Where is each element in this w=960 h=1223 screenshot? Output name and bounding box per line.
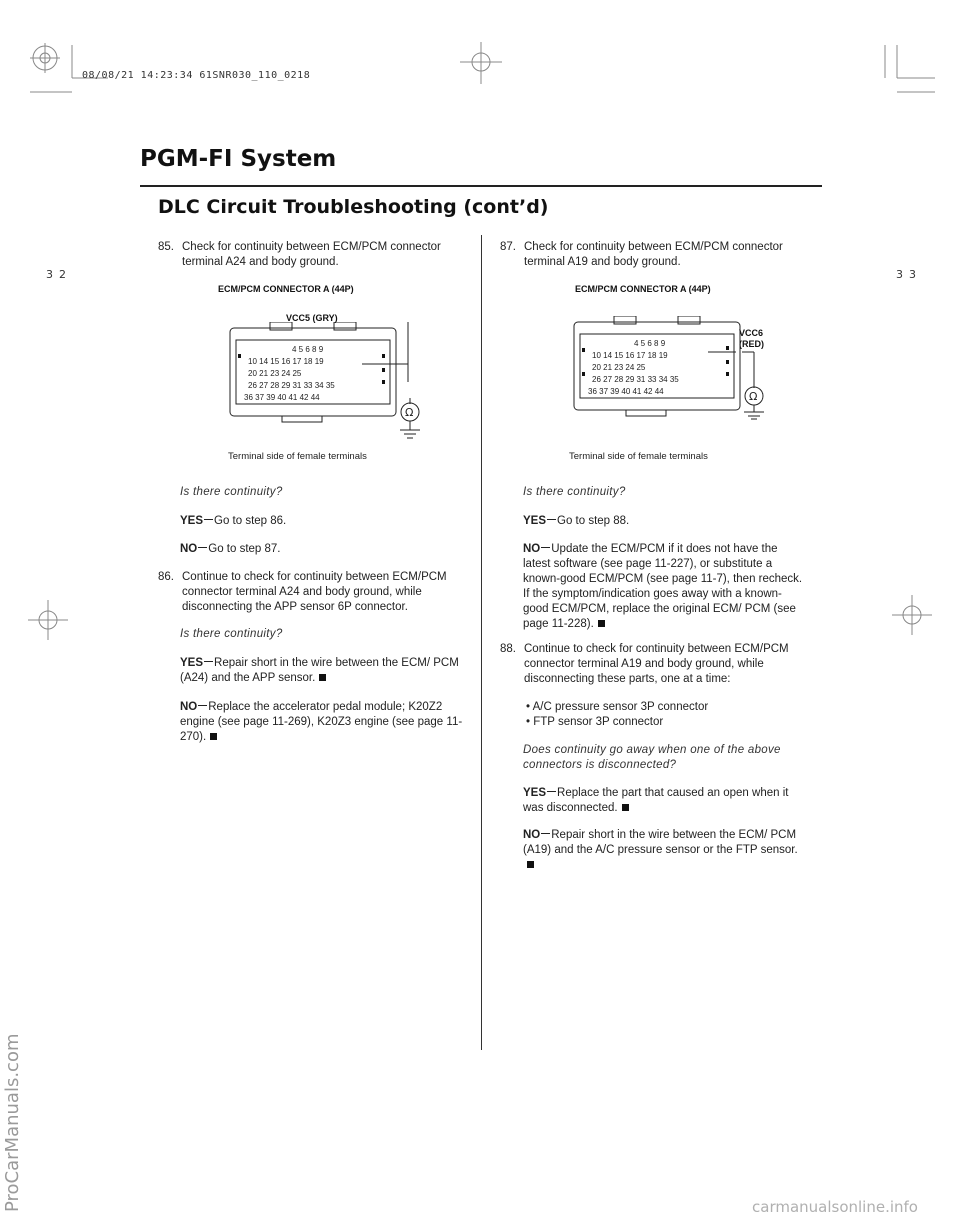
step-number: 85. xyxy=(158,241,174,253)
step-text: Check for continuity between ECM/PCM connector terminal A19 and body ground. xyxy=(524,241,783,268)
answer-key: YES xyxy=(180,515,204,527)
answer-no xyxy=(523,542,805,632)
step-text: Check for continuity between ECM/PCM connector terminal A24 and body ground. xyxy=(182,241,441,268)
pin-row-3: 20 21 23 24 25 xyxy=(248,369,302,378)
answer-yes xyxy=(523,786,805,816)
pin-row-1: 4 5 6 8 9 xyxy=(634,339,666,348)
step-number: 86. xyxy=(158,571,174,583)
diagram-caption: Terminal side of female terminals xyxy=(569,451,708,462)
crosshair-top-center-icon xyxy=(460,42,502,84)
question-continuity: Is there continuity? xyxy=(523,486,626,498)
question-disconnect: connectors is disconnected? xyxy=(523,759,677,771)
answer-no xyxy=(180,700,470,745)
answer-text: Go to step 87. xyxy=(208,543,281,555)
answer-key: YES xyxy=(180,657,204,669)
end-mark-icon xyxy=(598,620,605,627)
pin-row-4: 26 27 28 29 31 33 34 35 xyxy=(592,375,679,384)
answer-text: Replace the accelerator pedal module; K20Z2 engine (see page 11-269), K20Z3 engine (see page 11-270). xyxy=(180,701,463,743)
page-number-left: 32 xyxy=(46,268,72,281)
subsection-title: DLC Circuit Troubleshooting (cont’d) xyxy=(158,196,549,218)
answer-text: Repair short in the wire between the ECM/ PCM (A24) and the APP sensor. xyxy=(180,657,459,684)
answer-text: Go to step 86. xyxy=(214,515,287,527)
print-stamp: 08/08/21 14:23:34 61SNR030_110_0218 xyxy=(82,70,311,81)
answer-text: Update the ECM/PCM if it does not have the latest software (see page 11-227), or substitute a known-good ECM/PCM (see page 11-7), then recheck. If the symptom/indication goes away with a known-good ECM/PCM, replace the original ECM/ PCM (see page 11-228). xyxy=(523,543,803,630)
step-text: Continue to check for continuity between ECM/PCM connector terminal A24 and body ground, while disconnecting the APP sensor 6P connector. xyxy=(182,571,447,613)
svg-text:Ω: Ω xyxy=(405,406,414,419)
answer-no xyxy=(180,542,470,557)
connector-title: ECM/PCM CONNECTOR A (44P) xyxy=(218,284,354,294)
svg-text:Ω: Ω xyxy=(749,390,758,403)
answer-yes xyxy=(180,656,470,686)
pin-row-5: 36 37 39 40 41 42 44 xyxy=(244,393,320,402)
answer-key: YES xyxy=(523,787,547,799)
answer-yes xyxy=(523,514,813,529)
connector-title: ECM/PCM CONNECTOR A (44P) xyxy=(575,284,711,294)
pin-row-2: 10 14 15 16 17 18 19 xyxy=(248,357,324,366)
end-mark-icon xyxy=(527,861,534,868)
ohmmeter-icon xyxy=(742,350,782,420)
section-title: PGM-FI System xyxy=(140,146,337,172)
answer-key: NO xyxy=(180,701,198,713)
wire-label: VCC6 xyxy=(739,328,764,338)
pin-row-3: 20 21 23 24 25 xyxy=(592,363,646,372)
end-mark-icon xyxy=(622,804,629,811)
wire-label: (RED) xyxy=(739,339,764,349)
answer-key: NO xyxy=(523,543,541,555)
wire-label: VCC5 (GRY) xyxy=(286,313,338,323)
diagram-caption: Terminal side of female terminals xyxy=(228,451,367,462)
answer-yes xyxy=(180,514,470,529)
answer-no xyxy=(523,828,805,873)
end-mark-icon xyxy=(319,674,326,681)
ohmmeter-icon xyxy=(396,398,436,448)
pin-row-5: 36 37 39 40 41 42 44 xyxy=(588,387,664,396)
step-text: Continue to check for continuity between ECM/PCM connector terminal A19 and body ground, while disconnecting these parts, one at a time: xyxy=(524,643,789,685)
answer-key: YES xyxy=(523,515,547,527)
crosshair-left-icon xyxy=(28,600,68,640)
answer-text: Replace the part that caused an open when it was disconnected. xyxy=(523,787,789,814)
crosshair-right-icon xyxy=(892,595,932,635)
watermark-side[interactable]: ProCarManuals.com xyxy=(2,1033,23,1212)
pin-row-1: 4 5 6 8 9 xyxy=(292,345,324,354)
question-continuity: Is there continuity? xyxy=(180,628,283,640)
question-disconnect: Does continuity go away when one of the above xyxy=(523,744,781,756)
page-number-right: 33 xyxy=(896,268,922,281)
watermark-bottom[interactable]: carmanualsonline.info xyxy=(752,1198,918,1216)
answer-key: NO xyxy=(180,543,198,555)
pin-row-4: 26 27 28 29 31 33 34 35 xyxy=(248,381,335,390)
question-continuity: Is there continuity? xyxy=(180,486,283,498)
step-number: 88. xyxy=(500,643,516,655)
answer-text: Repair short in the wire between the ECM/ PCM (A19) and the A/C pressure sensor or the FTP sensor. xyxy=(523,829,798,856)
step-number: 87. xyxy=(500,241,516,253)
crop-mark-top-right-icon xyxy=(885,45,935,92)
column-divider xyxy=(481,235,482,1050)
answer-key: NO xyxy=(523,829,541,841)
list-item: • A/C pressure sensor 3P connector xyxy=(526,700,708,715)
list-item: • FTP sensor 3P connector xyxy=(526,715,708,730)
end-mark-icon xyxy=(210,733,217,740)
connector-diagram-right xyxy=(568,316,768,426)
answer-text: Go to step 88. xyxy=(557,515,630,527)
header-rule xyxy=(140,185,822,187)
parts-list xyxy=(526,700,708,730)
crop-mark-top-left-icon xyxy=(30,43,108,92)
pin-row-2: 10 14 15 16 17 18 19 xyxy=(592,351,668,360)
